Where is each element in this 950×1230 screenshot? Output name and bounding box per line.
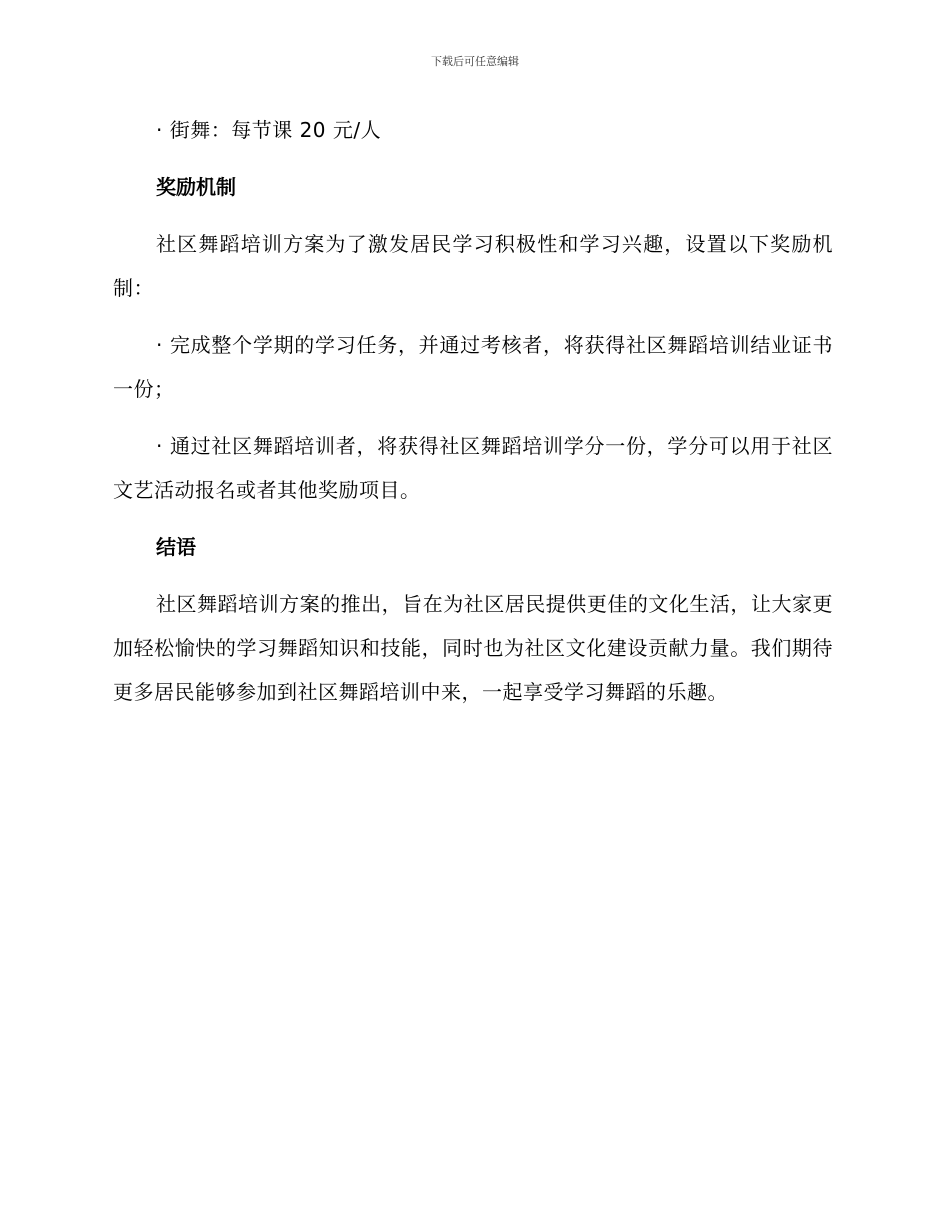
conclusion-paragraph: 社区舞蹈培训方案的推出，旨在为社区居民提供更佳的文化生活，让大家更加轻松愉快的学习舞蹈知识和技能，同时也为社区文化建设贡献力量。我们期待更多居民能够参加到社区舞蹈培训中来，一起享受学习舞蹈的乐趣。 <box>113 592 833 704</box>
document-body <box>113 108 833 714</box>
section-heading-conclusion: 结语 <box>156 535 196 559</box>
bullet-hiphop-price: · 街舞：每节课 20 元/人 <box>156 118 382 142</box>
page-header: 下载后可任意编辑 <box>431 55 519 68</box>
section-heading-rewards: 奖励机制 <box>156 175 236 199</box>
bullet-reward-certificate: · 完成整个学期的学习任务，并通过考核者，将获得社区舞蹈培训结业证书一份； <box>113 333 833 401</box>
rewards-intro-paragraph: 社区舞蹈培训方案为了激发居民学习积极性和学习兴趣，设置以下奖励机制： <box>113 232 833 300</box>
bullet-reward-credit: · 通过社区舞蹈培训者，将获得社区舞蹈培训学分一份，学分可以用于社区文艺活动报名或者其他奖励项目。 <box>113 434 833 502</box>
